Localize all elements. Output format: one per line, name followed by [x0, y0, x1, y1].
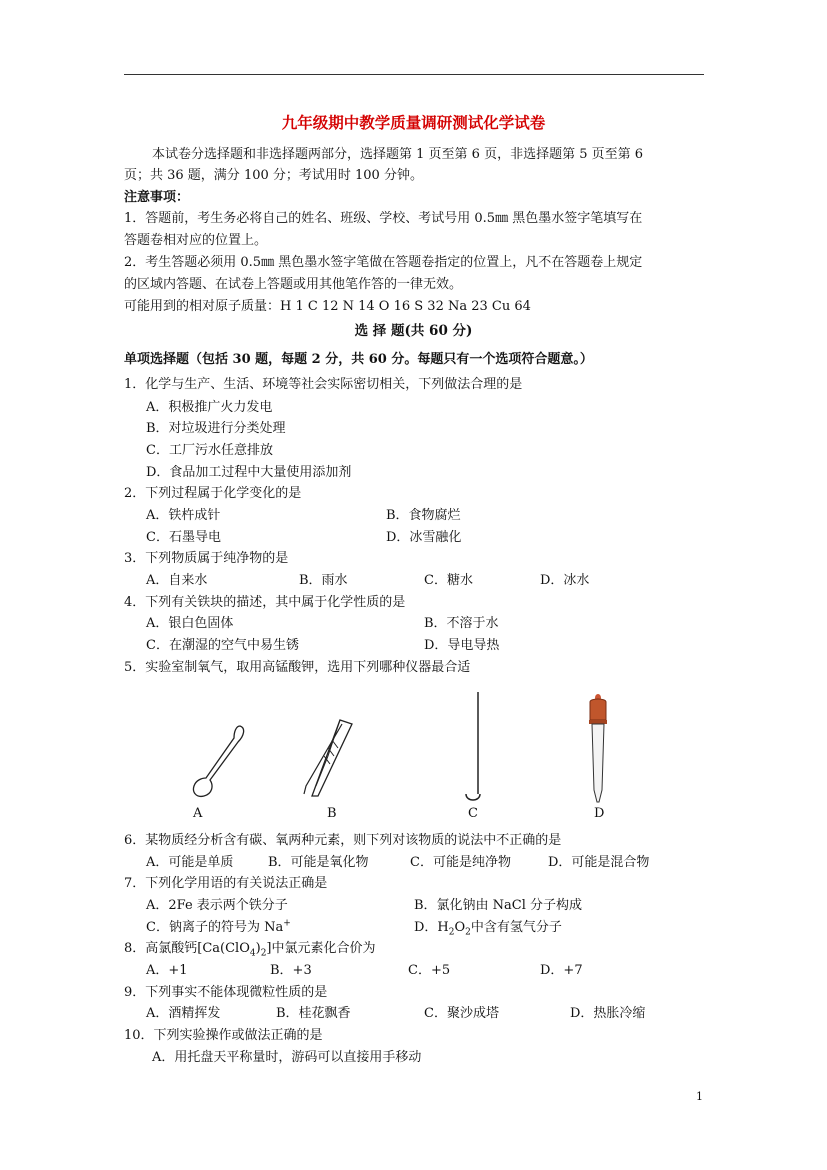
q2-option-c: C．石墨导电	[146, 530, 221, 545]
section-title: 选 择 题(共 60 分)	[354, 323, 473, 339]
figure-label-c: C	[468, 806, 478, 821]
q7-option-b: B．氯化钠由 NaCl 分子构成	[414, 898, 583, 913]
q2-stem: 2．下列过程属于化学变化的是	[124, 486, 302, 501]
note-1-line-1: 1．答题前，考生务必将自己的姓名、班级、学校、考试号用 0.5㎜ 黑色墨水签字笔填写在	[124, 211, 643, 226]
q9-stem: 9．下列事实不能体现微粒性质的是	[124, 985, 328, 1000]
q6-stem: 6．某物质经分析含有碳、氧两种元素，则下列对该物质的说法中不正确的是	[124, 833, 562, 848]
page-title: 九年级期中教学质量调研测试化学试卷	[281, 113, 546, 132]
q5-stem: 5．实验室制氧气，取用高锰酸钾，选用下列哪种仪器最合适	[124, 660, 471, 675]
spoon-figure	[190, 722, 250, 802]
intro-line-1: 本试卷分选择题和非选择题两部分，选择题第 1 页至第 6 页，非选择题第 5 页至第 6	[152, 147, 644, 162]
note-2-line-2: 的区域内答题、在试卷上答题或用其他笔作答的一律无效。	[124, 277, 463, 292]
q1-option-a: A．积极推广火力发电	[146, 400, 273, 415]
q6-option-d: D．可能是混合物	[548, 855, 650, 870]
note-1-line-2: 答题卷相对应的位置上。	[124, 233, 268, 248]
q10-option-a: A．用托盘天平称量时，游码可以直接用手移动	[152, 1050, 422, 1065]
notes-heading: 注意事项：	[124, 190, 190, 205]
q4-option-a: A．银白色固体	[146, 616, 234, 631]
q3-option-b: B．雨水	[299, 573, 348, 588]
q6-option-c: C．可能是纯净物	[410, 855, 511, 870]
combustion-spoon-figure	[458, 690, 498, 804]
q2-option-d: D．冰雪融化	[386, 530, 462, 545]
q7-option-d: D．$H_2O_2$中含有氢气分子	[414, 920, 562, 938]
q10-stem: 10．下列实验操作或做法正确的是	[124, 1028, 323, 1043]
q8-option-d: D．+7	[540, 963, 583, 978]
section-description: 单项选择题（包括 30 题，每题 2 分，共 60 分。每题只有一个选项符合题意。）	[124, 352, 593, 367]
q8-stem: 8．高氯酸钙$[Ca(ClO_4)_2]$中氯元素化合价为	[124, 941, 376, 959]
page-number: 1	[696, 1090, 703, 1103]
q2-option-a: A．铁杵成针	[146, 508, 221, 523]
q4-option-d: D．导电导热	[424, 638, 500, 653]
q3-option-c: C．糖水	[424, 573, 473, 588]
q9-option-a: A．酒精挥发	[146, 1006, 221, 1021]
header-rule	[124, 74, 704, 75]
atomic-mass-line: 可能用到的相对原子质量：H 1 C 12 N 14 O 16 S 32 Na 23 Cu 64	[124, 299, 531, 314]
q8-option-a: A．+1	[146, 963, 188, 978]
q8-option-c: C．+5	[408, 963, 451, 978]
q1-stem: 1．化学与生产、生活、环境等社会实际密切相关，下列做法合理的是	[124, 377, 523, 392]
q4-stem: 4．下列有关铁块的描述，其中属于化学性质的是	[124, 595, 406, 610]
q9-option-c: C．聚沙成塔	[424, 1006, 499, 1021]
dropper-figure	[578, 690, 618, 806]
note-2-line-1: 2．考生答题必须用 0.5㎜ 黑色墨水签字笔做在答题卷指定的位置上，凡不在答题卷上规定	[124, 255, 643, 270]
intro-line-2: 页；共 36 题，满分 100 分；考试用时 100 分钟。	[124, 168, 423, 183]
q7-option-c: C．钠离子的符号为 Na+	[146, 918, 291, 935]
figure-label-d: D	[594, 806, 605, 821]
q1-option-d: D．食品加工过程中大量使用添加剂	[146, 465, 352, 480]
q6-option-b: B．可能是氧化物	[268, 855, 369, 870]
q1-option-c: C．工厂污水任意排放	[146, 443, 273, 458]
q7-option-a: A．2Fe 表示两个铁分子	[146, 898, 288, 913]
q4-option-c: C．在潮湿的空气中易生锈	[146, 638, 299, 653]
q4-option-b: B．不溶于水	[424, 616, 499, 631]
figure-label-a: A	[193, 806, 203, 821]
q1-option-b: B．对垃圾进行分类处理	[146, 421, 286, 436]
figure-label-b: B	[327, 806, 337, 821]
tweezers-figure	[296, 716, 358, 800]
q8-option-b: B．+3	[270, 963, 312, 978]
q3-option-a: A．自来水	[146, 573, 208, 588]
q9-option-d: D．热胀冷缩	[570, 1006, 646, 1021]
q3-stem: 3．下列物质属于纯净物的是	[124, 551, 289, 566]
q7-stem: 7．下列化学用语的有关说法正确是	[124, 876, 328, 891]
q6-option-a: A．可能是单质	[146, 855, 234, 870]
q2-option-b: B．食物腐烂	[386, 508, 461, 523]
q3-option-d: D．冰水	[540, 573, 590, 588]
q9-option-b: B．桂花飘香	[276, 1006, 351, 1021]
